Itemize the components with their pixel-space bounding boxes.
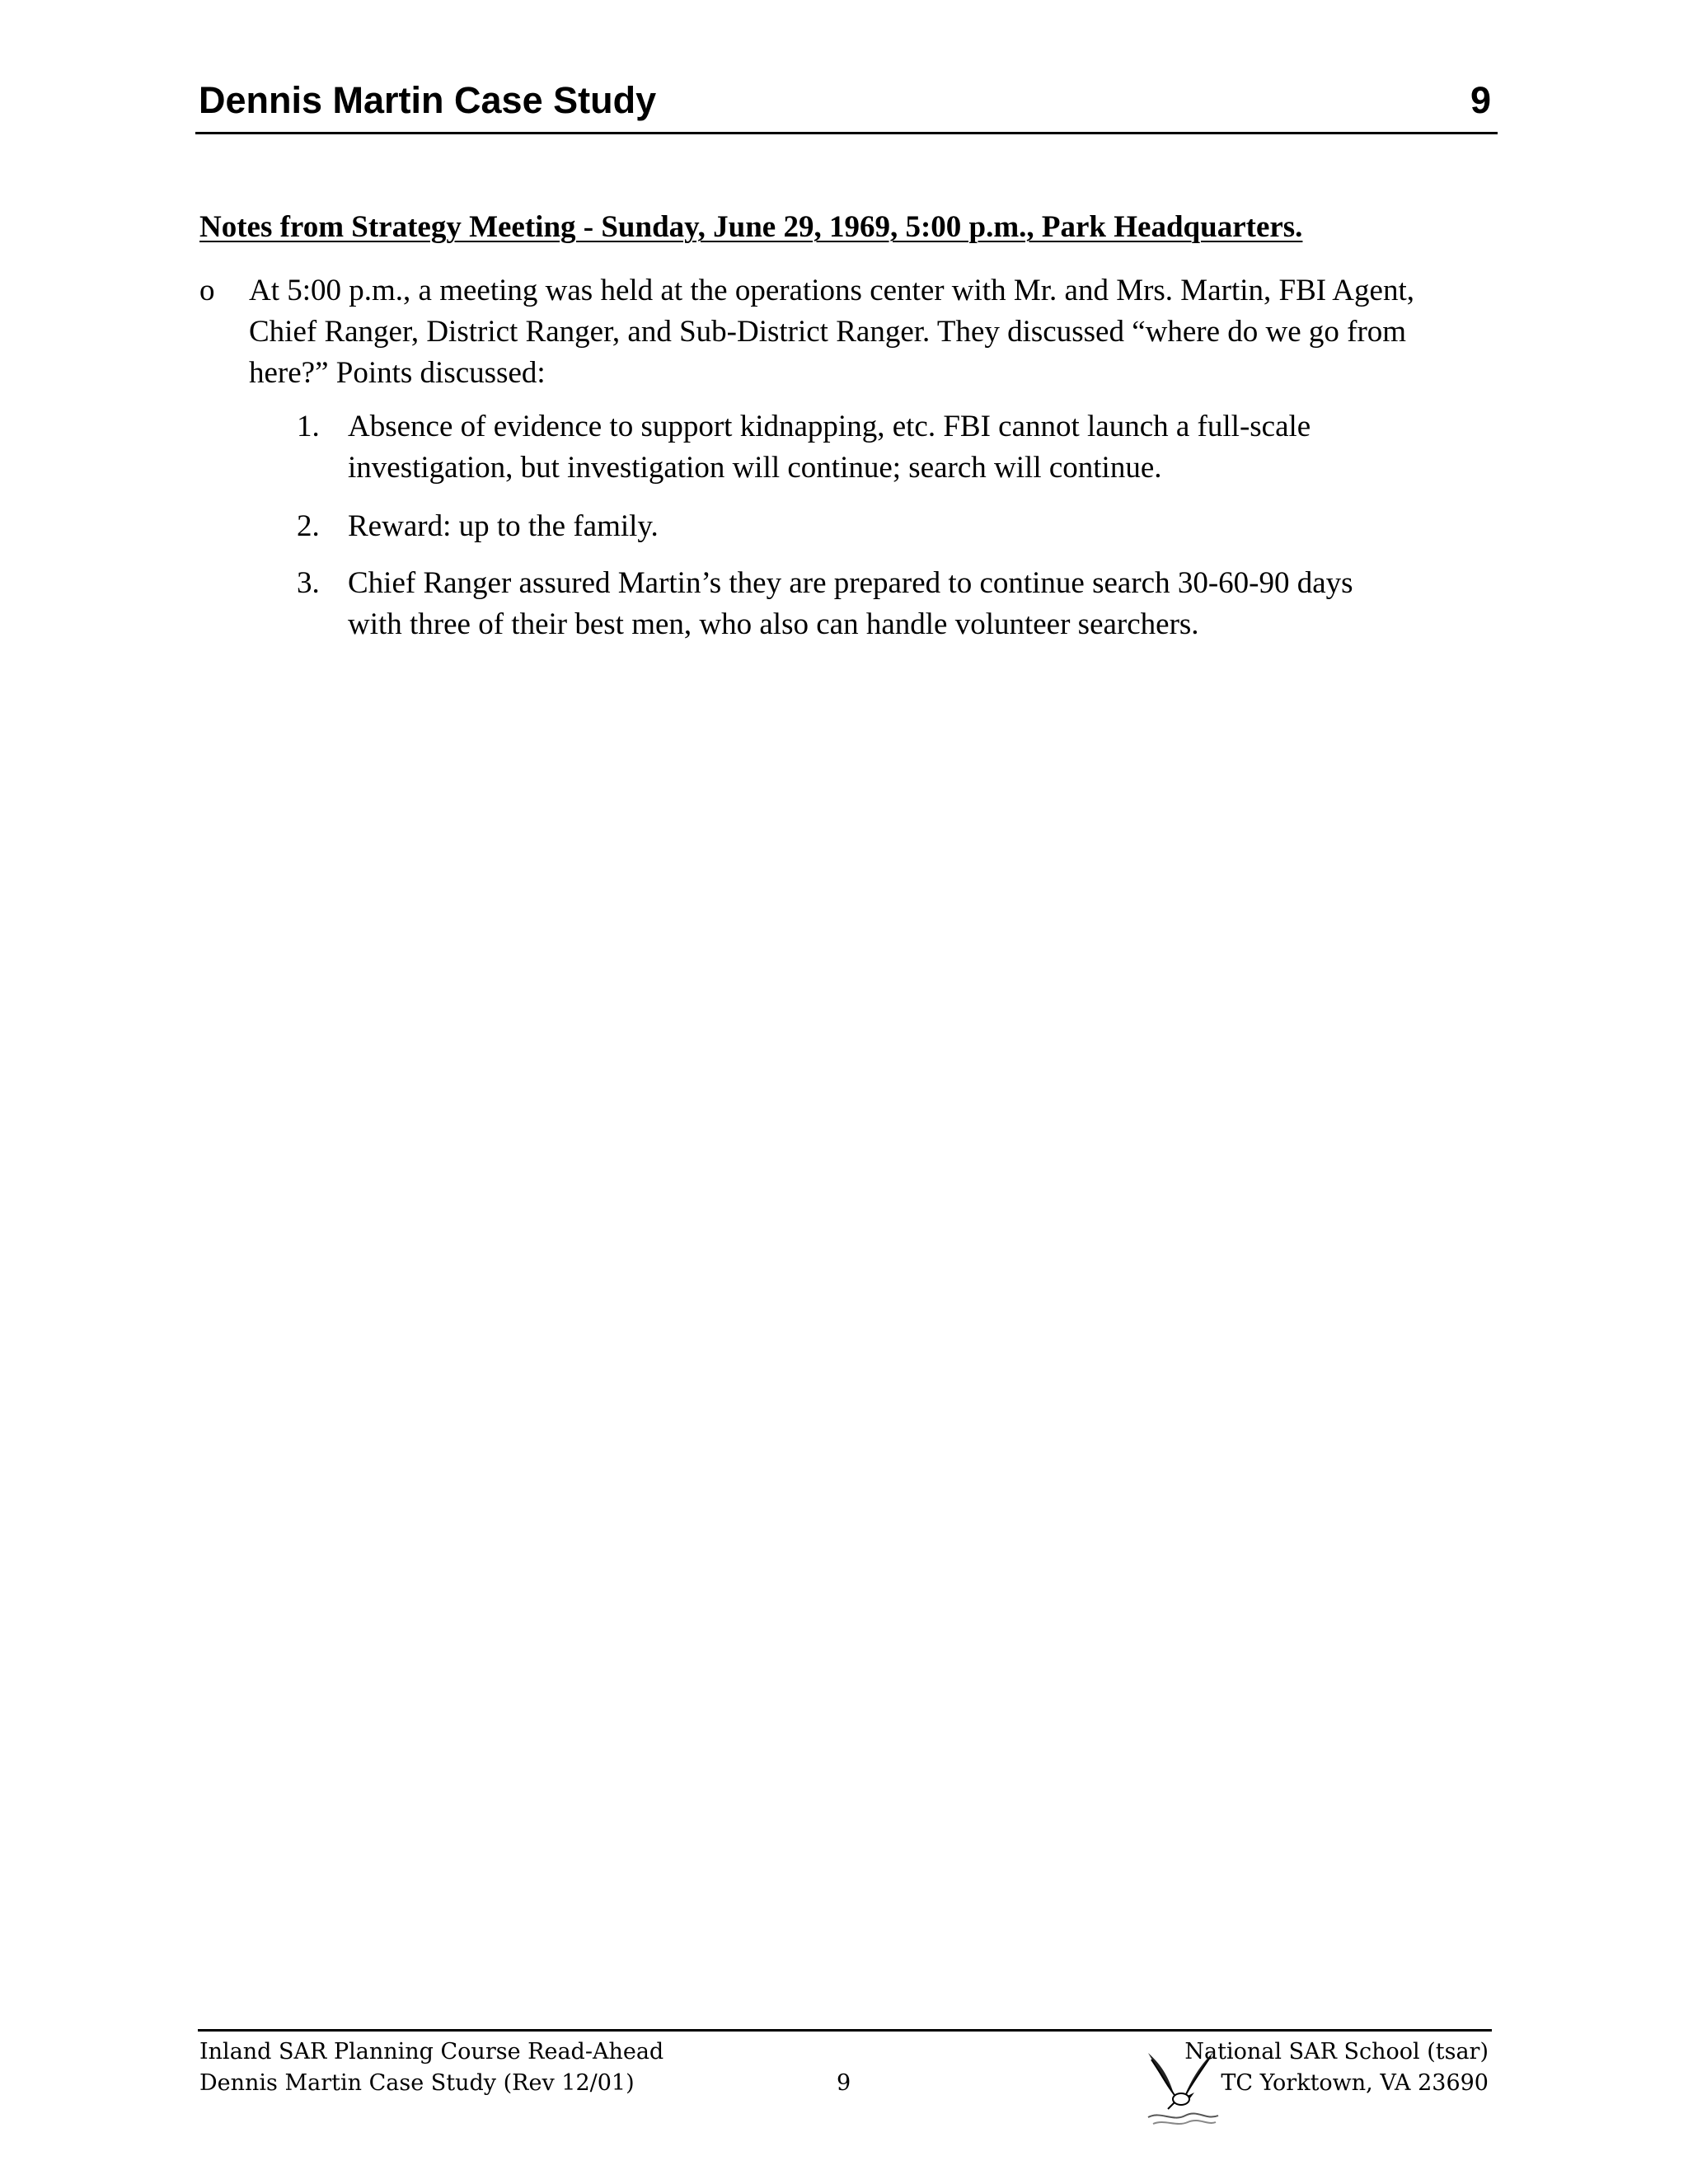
bullet-marker: o xyxy=(199,274,215,307)
point-number: 1. xyxy=(297,410,320,443)
point-number: 2. xyxy=(297,509,320,543)
point-text xyxy=(348,563,1444,645)
document-title: Dennis Martin Case Study xyxy=(199,79,657,121)
notes-heading: Notes from Strategy Meeting - Sunday, June 29, 1969, 5:00 p.m., Park Headquarters. xyxy=(199,210,1303,244)
paragraph-line: Chief Ranger, District Ranger, and Sub-District Ranger. They discussed “where do we go from xyxy=(249,315,1407,349)
footer-page-number: 9 xyxy=(837,2070,851,2096)
point-line: with three of their best men, who also can handle volunteer searchers. xyxy=(348,607,1199,641)
page-header xyxy=(195,76,1498,134)
paragraph-line: here?” Points discussed: xyxy=(249,356,546,390)
paragraph-line: At 5:00 p.m., a meeting was held at the operations center with Mr. and Mrs. Martin, FBI Agent, xyxy=(249,274,1414,307)
meeting-summary-paragraph xyxy=(249,270,1461,394)
seagull-logo-icon xyxy=(1140,2045,1222,2130)
footer-location: TC Yorktown, VA 23690 xyxy=(1221,2070,1489,2096)
footer-course-name: Inland SAR Planning Course Read-Ahead xyxy=(199,2039,664,2064)
point-line: investigation, but investigation will continue; search will continue. xyxy=(348,451,1162,485)
point-line: Absence of evidence to support kidnapping, etc. FBI cannot launch a full-scale xyxy=(348,410,1311,443)
footer-school-name: National SAR School (tsar) xyxy=(1184,2039,1489,2064)
footer-case-study: Dennis Martin Case Study (Rev 12/01) xyxy=(199,2070,635,2096)
point-line: Chief Ranger assured Martin’s they are prepared to continue search 30-60-90 days xyxy=(348,566,1353,600)
point-number: 3. xyxy=(297,566,320,600)
page-footer xyxy=(198,2029,1492,2139)
point-line: Reward: up to the family. xyxy=(348,509,659,543)
point-text xyxy=(348,506,1444,547)
header-page-number: 9 xyxy=(1470,79,1491,121)
point-text xyxy=(348,406,1444,489)
